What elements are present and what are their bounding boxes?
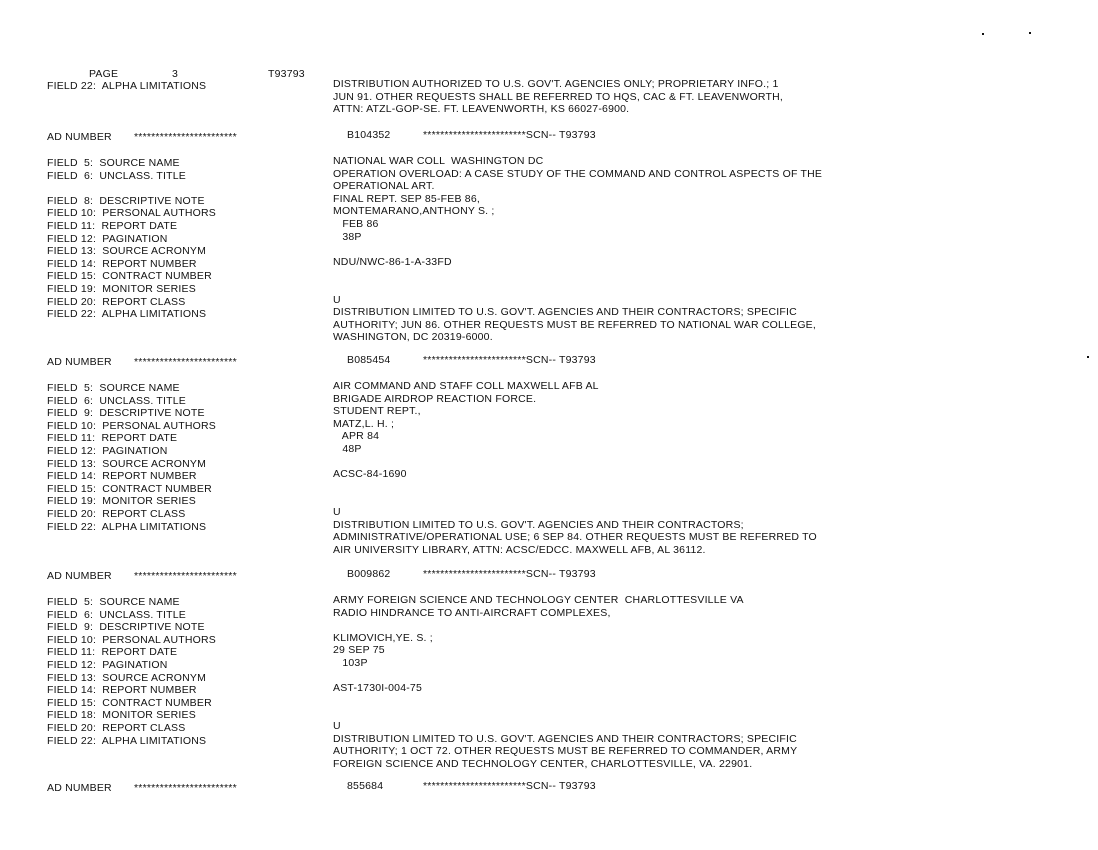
field-label: FIELD 22: ALPHA LIMITATIONS — [47, 734, 207, 747]
ad-number-label: AD NUMBER — [47, 131, 112, 143]
ad-number-stars: ************************ — [134, 782, 237, 794]
field-label: FIELD 19: MONITOR SERIES — [47, 283, 196, 295]
field-label: FIELD 15: CONTRACT NUMBER — [47, 270, 212, 283]
field-label: FIELD 10: PERSONAL AUTHORS — [47, 633, 216, 646]
field-value-line: STUDENT REPT., — [333, 405, 421, 418]
scan-speck — [1029, 32, 1031, 34]
field-label: FIELD 19: MONITOR SERIES — [47, 495, 196, 508]
field-label: FIELD 5: SOURCE NAME — [47, 157, 180, 169]
field-label: FIELD 20: REPORT CLASS — [47, 295, 186, 308]
field-label: FIELD 12: PAGINATION — [47, 445, 168, 457]
page-label: PAGE — [89, 68, 119, 80]
field-value-line: 103P — [333, 657, 368, 669]
field-value-line: AIR UNIVERSITY LIBRARY, ATTN: ACSC/EDCC. MAXWELL AFB, AL 36112. — [333, 543, 706, 556]
field-label: FIELD 18: MONITOR SERIES — [47, 709, 196, 722]
field-value-line: APR 84 — [333, 430, 380, 443]
field-value-line: AST-1730I-004-75 — [333, 682, 423, 695]
scn-line: ************************SCN-- T93793 — [423, 568, 596, 580]
field-label: FIELD 14: REPORT NUMBER — [47, 257, 197, 270]
field-label: FIELD 9: DESCRIPTIVE NOTE — [47, 407, 205, 420]
scn-line: ************************SCN-- T93793 — [423, 780, 596, 792]
ad-number-stars: ************************ — [134, 570, 237, 582]
field-label: FIELD 22: ALPHA LIMITATIONS — [47, 308, 207, 321]
ad-number-value: B085454 — [347, 354, 391, 366]
field-label: FIELD 22: ALPHA LIMITATIONS — [47, 80, 207, 92]
field-value-line: NDU/NWC-86-1-A-33FD — [333, 255, 452, 268]
field-value-line: RADIO HINDRANCE TO ANTI-AIRCRAFT COMPLEXES, — [333, 606, 611, 619]
ad-number-value: B104352 — [347, 129, 391, 141]
field-value-line: U — [333, 293, 341, 306]
field-value-line: ATTN: ATZL-GOP-SE. FT. LEAVENWORTH, KS 66027-6900. — [333, 103, 630, 116]
field-label: FIELD 20: REPORT CLASS — [47, 508, 186, 520]
field-value-line: NATIONAL WAR COLL WASHINGTON DC — [333, 155, 544, 167]
scn-line: ************************SCN-- T93793 — [423, 129, 596, 141]
field-label: FIELD 20: REPORT CLASS — [47, 722, 186, 734]
field-value-line: 38P — [333, 230, 362, 243]
field-value-line: 29 SEP 75 — [333, 644, 385, 657]
field-value-line: OPERATION OVERLOAD: A CASE STUDY OF THE COMMAND AND CONTROL ASPECTS OF THE — [333, 167, 823, 180]
scan-speck — [1087, 356, 1089, 358]
field-value-line: DISTRIBUTION LIMITED TO U.S. GOV'T. AGENCIES AND THEIR CONTRACTORS; — [333, 518, 744, 531]
field-value-line: BRIGADE AIRDROP REACTION FORCE. — [333, 392, 537, 405]
field-label: FIELD 11: REPORT DATE — [47, 432, 178, 445]
field-label: FIELD 14: REPORT NUMBER — [47, 684, 197, 697]
ad-number-label: AD NUMBER — [47, 782, 112, 794]
field-label: FIELD 8: DESCRIPTIVE NOTE — [47, 194, 205, 207]
field-value-line: FINAL REPT. SEP 85-FEB 86, — [333, 192, 481, 205]
field-value-line: DISTRIBUTION AUTHORIZED TO U.S. GOV'T. AGENCIES ONLY; PROPRIETARY INFO.; 1 — [333, 78, 779, 90]
field-label: FIELD 13: SOURCE ACRONYM — [47, 457, 207, 470]
ad-number-value: 855684 — [347, 780, 384, 792]
field-label: FIELD 6: UNCLASS. TITLE — [47, 608, 187, 621]
field-label: FIELD 5: SOURCE NAME — [47, 596, 180, 608]
field-label: FIELD 12: PAGINATION — [47, 659, 168, 671]
field-value-line: ACSC-84-1690 — [333, 468, 407, 481]
field-label: FIELD 11: REPORT DATE — [47, 646, 178, 659]
field-label: FIELD 13: SOURCE ACRONYM — [47, 671, 207, 684]
field-label: FIELD 12: PAGINATION — [47, 232, 168, 245]
field-label: FIELD 13: SOURCE ACRONYM — [47, 245, 207, 258]
field-label: FIELD 14: REPORT NUMBER — [47, 470, 197, 483]
field-label: FIELD 15: CONTRACT NUMBER — [47, 482, 212, 495]
field-value-line: DISTRIBUTION LIMITED TO U.S. GOV'T. AGENCIES AND THEIR CONTRACTORS; SPECIFIC — [333, 306, 797, 319]
field-label: FIELD 11: REPORT DATE — [47, 220, 178, 232]
scn-line: ************************SCN-- T93793 — [423, 354, 596, 366]
ad-number-label: AD NUMBER — [47, 356, 112, 368]
field-label: FIELD 5: SOURCE NAME — [47, 382, 180, 394]
field-value-line: FOREIGN SCIENCE AND TECHNOLOGY CENTER, CHARLOTTESVILLE, VA. 22901. — [333, 757, 753, 770]
field-value-line: WASHINGTON, DC 20319-6000. — [333, 331, 493, 344]
field-label: FIELD 9: DESCRIPTIVE NOTE — [47, 621, 205, 634]
field-label: FIELD 15: CONTRACT NUMBER — [47, 696, 212, 709]
field-value-line: DISTRIBUTION LIMITED TO U.S. GOV'T. AGENCIES AND THEIR CONTRACTORS; SPECIFIC — [333, 732, 797, 745]
field-value-line: AIR COMMAND AND STAFF COLL MAXWELL AFB AL — [333, 380, 599, 392]
field-value-line: MONTEMARANO,ANTHONY S. ; — [333, 205, 495, 218]
field-value-line: FEB 86 — [333, 218, 379, 230]
ad-number-stars: ************************ — [134, 131, 237, 143]
field-label: FIELD 10: PERSONAL AUTHORS — [47, 419, 216, 432]
field-value-line: ARMY FOREIGN SCIENCE AND TECHNOLOGY CENTER CHARLOTTESVILLE VA — [333, 594, 744, 606]
field-value-line: AUTHORITY; 1 OCT 72. OTHER REQUESTS MUST BE REFERRED TO COMMANDER, ARMY — [333, 745, 798, 758]
search-id: T93793 — [268, 68, 305, 80]
field-value-line: 48P — [333, 443, 362, 455]
field-value-line: AUTHORITY; JUN 86. OTHER REQUESTS MUST BE REFERRED TO NATIONAL WAR COLLEGE, — [333, 318, 817, 331]
scan-speck — [982, 33, 984, 35]
field-value-line: ADMINISTRATIVE/OPERATIONAL USE; 6 SEP 84. OTHER REQUESTS MUST BE REFERRED TO — [333, 531, 817, 544]
page-number: 3 — [172, 68, 179, 80]
field-label: FIELD 10: PERSONAL AUTHORS — [47, 207, 216, 220]
field-label: FIELD 6: UNCLASS. TITLE — [47, 169, 187, 182]
field-value-line: KLIMOVICH,YE. S. ; — [333, 631, 433, 644]
ad-number-value: B009862 — [347, 568, 391, 580]
field-value-line: MATZ,L. H. ; — [333, 417, 395, 430]
field-value-line: U — [333, 720, 341, 732]
field-label: FIELD 6: UNCLASS. TITLE — [47, 394, 187, 407]
field-value-line: U — [333, 506, 341, 518]
ad-number-stars: ************************ — [134, 356, 237, 368]
field-value-line: OPERATIONAL ART. — [333, 180, 435, 193]
field-value-line: JUN 91. OTHER REQUESTS SHALL BE REFERRED TO HQS, CAC & FT. LEAVENWORTH, — [333, 90, 784, 103]
ad-number-label: AD NUMBER — [47, 570, 112, 582]
field-label: FIELD 22: ALPHA LIMITATIONS — [47, 520, 207, 533]
